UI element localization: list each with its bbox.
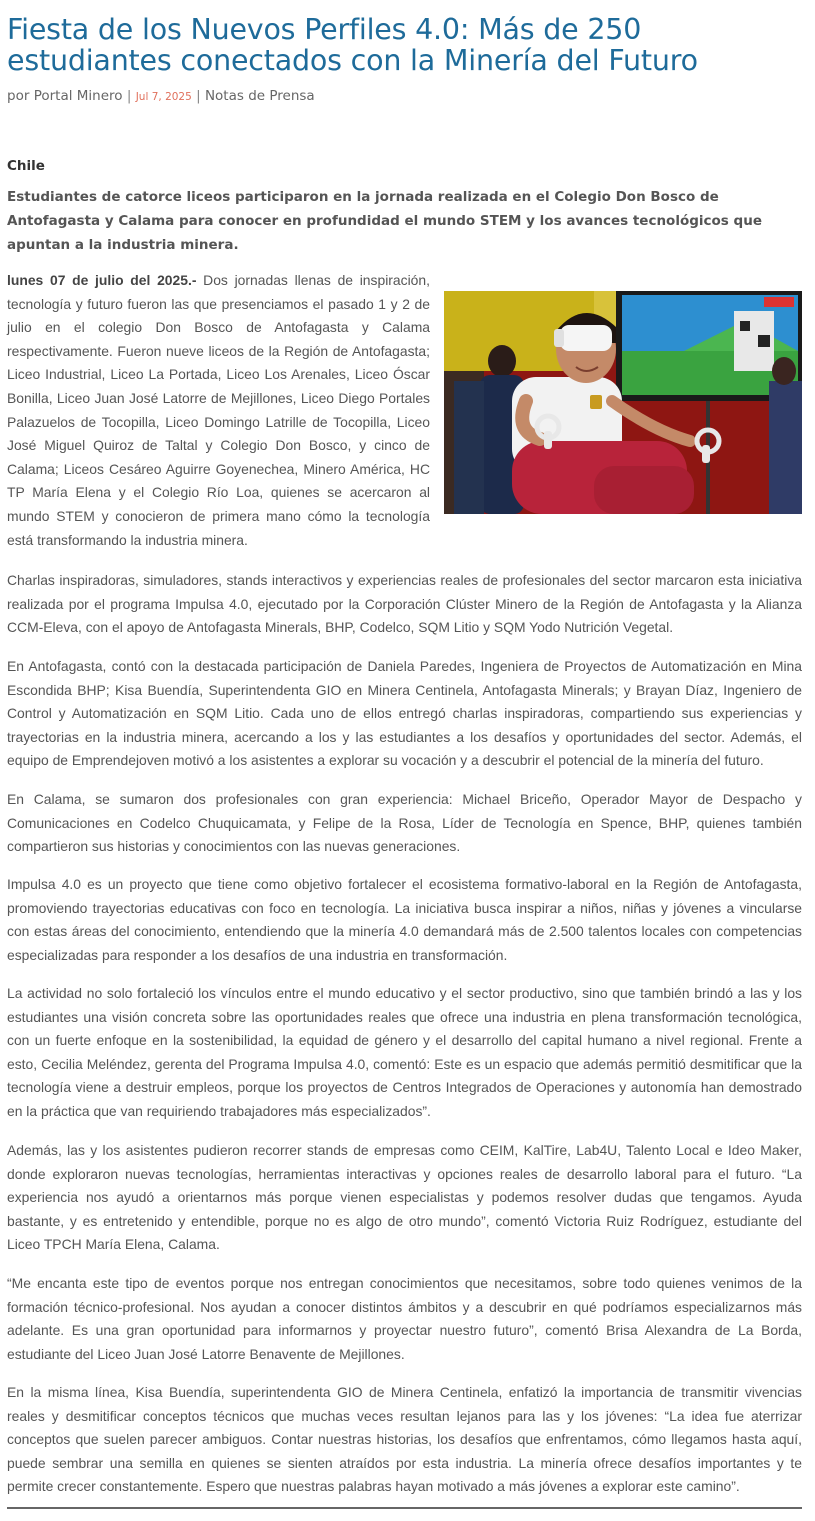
article-lead: Estudiantes de catorce liceos participaron en la jornada realizada en el Colegio Don Bosco de Antofagasta y Calama para conocer en profundidad el mundo STEM y los avances tecnológicos que apuntan a la industria minera. xyxy=(7,189,762,253)
dateline: lunes 07 de julio del 2025.- xyxy=(7,272,197,288)
article-paragraph: En Antofagasta, contó con la destacada participación de Daniela Paredes, Ingeniera de Proyectos de Automatización en Mina Escondida BHP; Kisa Buendía, Superintendenta GIO en Minera Centinela, Antofagasta Minerals; y Brayan Díaz, Ingeniero de Control y Automatización en SQM Litio. Cada uno de ellos entregó charlas inspiradoras, compartiendo sus experiencias y trayectorias en la industria minera, acercando a los y las estudiantes a los desafíos y oportunidades del sector. Además, el equipo de Emprendejoven motivó a los asistentes a explorar su vocación y a descubrir el potencial de la minería del futuro. xyxy=(7,658,802,769)
author-link[interactable]: Portal Minero xyxy=(33,88,123,104)
article-photo xyxy=(444,291,802,514)
article-paragraph: En Calama, se sumaron dos profesionales con gran experiencia: Michael Briceño, Operador Mayor de Despacho y Comunicaciones en Codelco Chuquicamata, y Felipe de la Rosa, Líder de Tecnología en Spence, BHP, quienes también compartieron sus historias y conocimientos con las nuevas generaciones. xyxy=(7,791,802,855)
category-link[interactable]: Notas de Prensa xyxy=(204,88,315,104)
publish-date: Jul 7, 2025 xyxy=(135,91,192,103)
byline-prefix: por xyxy=(7,88,30,104)
article-paragraph: En la misma línea, Kisa Buendía, superintendenta GIO de Minera Centinela, enfatizó la importancia de transmitir vivencias reales y desmitificar conceptos técnicos que muchas veces resultan lejanos para las y los jóvenes: “La idea fue aterrizar conceptos que suelen parecer ambiguos. Contar nuestras historias, los desafíos que enfrentamos, cómo llegamos hasta aquí, puede sembrar una semilla en quienes se sienten atraídos por esta industria. La minería ofrece desafíos importantes y te permite crecer constantemente. Espero que nuestras palabras hayan motivado a más jóvenes a explorar este camino”. xyxy=(7,1384,802,1495)
article-paragraph: Impulsa 4.0 es un proyecto que tiene como objetivo fortalecer el ecosistema formativo-laboral en la Región de Antofagasta, promoviendo trayectorias educativas con foco en tecnología. La iniciativa busca inspirar a niños, niñas y jóvenes a vincularse con estas áreas del conocimiento, entendiendo que la minería 4.0 demandará más de 2.500 talentos locales con competencias especializadas para responder a los desafíos de una industria en transformación. xyxy=(7,876,802,963)
meta-separator: | xyxy=(196,88,201,104)
article-paragraph: Además, las y los asistentes pudieron recorrer stands de empresas como CEIM, KalTire, Lab4U, Talento Local e Ideo Maker, donde exploraron nuevas tecnologías, herramientas interactivas y opciones reales de desarrollo laboral para el futuro. “La experiencia nos ayudó a orientarnos más porque vienen especialistas y podemos resolver dudas que tengamos. Ayuda bastante, y es entretenido y entendible, porque no es algo de otro mundo”, comentó Victoria Ruiz Rodríguez, estudiante del Liceo TPCH María Elena, Calama. xyxy=(7,1142,802,1253)
article-meta xyxy=(7,88,315,104)
article-paragraph: “Me encanta este tipo de eventos porque nos entregan conocimientos que necesitamos, sobre todo quienes venimos de la formación técnico-profesional. Nos ayudan a conocer distintos ámbitos y a descubrir en qué podríamos especializarnos más adelante. Es una gran oportunidad para informarnos y proyectar nuestro futuro”, comentó Brisa Alexandra de La Borda, estudiante del Liceo Juan José Latorre Benavente de Mejillones. xyxy=(7,1275,802,1362)
article-end-divider xyxy=(7,1507,802,1509)
intro-paragraph xyxy=(7,269,430,552)
article-title: Fiesta de los Nuevos Perfiles 4.0: Más de 250 estudiantes conectados con la Minería del Futuro xyxy=(7,13,698,77)
vr-student-photo xyxy=(444,291,802,514)
article-paragraph: La actividad no solo fortaleció los vínculos entre el mundo educativo y el sector productivo, sino que también brindó a las y los estudiantes una visión concreta sobre las oportunidades reales que ofrece una industria en plena transformación tecnológica, con un fuerte enfoque en la sostenibilidad, la equidad de género y el desarrollo del capital humano a nivel regional. Frente a esto, Cecilia Meléndez, gerenta del Programa Impulsa 4.0, comentó: Este es un espacio que además permitió desmitificar que la tecnología viene a destruir empleos, porque los proyectos de Centros Integrados de Operaciones y autonomía han demostrado en la práctica que van requiriendo trabajadores más especializados”. xyxy=(7,985,802,1119)
country-label: Chile xyxy=(7,158,45,174)
meta-separator: | xyxy=(126,88,132,104)
article-paragraph: Charlas inspiradoras, simuladores, stands interactivos y experiencias reales de profesionales del sector marcaron esta iniciativa realizada por el programa Impulsa 4.0, ejecutado por la Corporación Clúster Minero de la Región de Antofagasta y la Alianza CCM-Eleva, con el apoyo de Antofagasta Minerals, BHP, Codelco, SQM Litio y SQM Yodo Nutrición Vegetal. xyxy=(7,572,802,636)
intro-text: Dos jornadas llenas de inspiración, tecnología y futuro fueron las que presenciamos el pasado 1 y 2 de julio en el colegio Don Bosco de Antofagasta y Calama respectivamente. Fueron nueve liceos de la Región de Antofagasta; Liceo Industrial, Liceo La Portada, Liceo Los Arenales, Liceo Óscar Bonilla, Liceo Juan José Latorre de Mejillones, Liceo Diego Portales Palazuelos de Tocopilla, Liceo Domingo Latrille de Tocopilla, Liceo José Miguel Quiroz de Taltal y Colegio Don Bosco, y cinco de Calama; Liceos Cesáreo Aguirre Goyenechea, Minero América, HC TP María Elena y el Colegio Río Loa, quienes se acercaron al mundo STEM y conocieron de primera mano cómo la tecnología está transformando la industria minera. xyxy=(7,272,430,548)
